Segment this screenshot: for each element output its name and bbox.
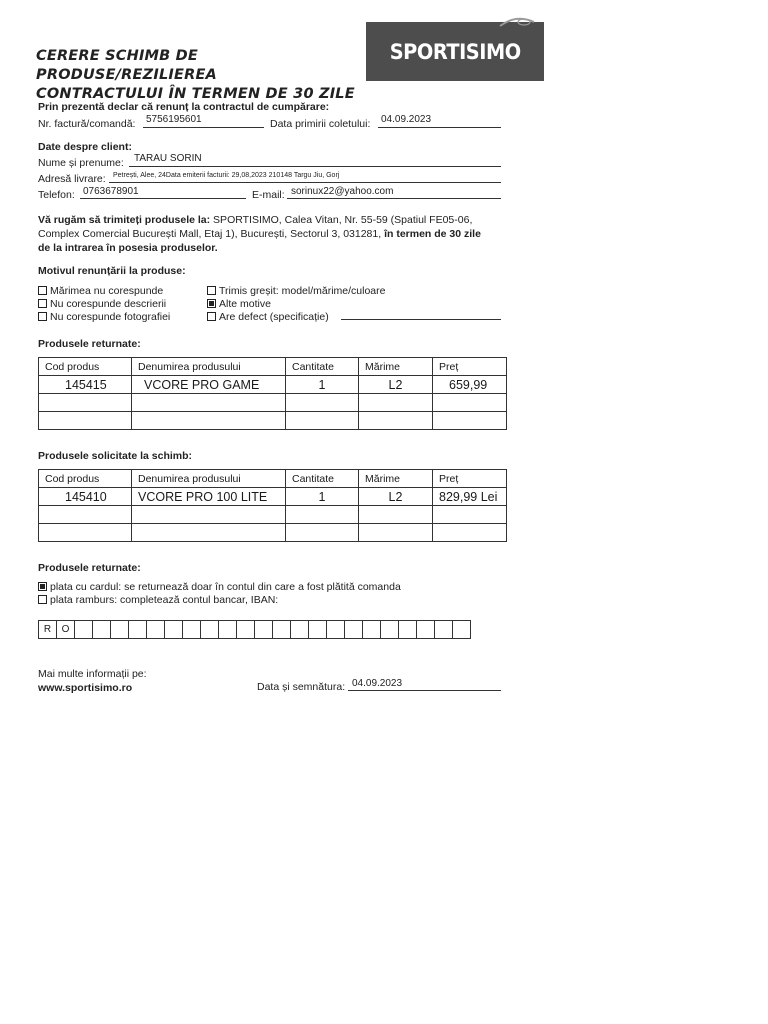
iban-cell[interactable] bbox=[309, 621, 327, 639]
iban-cell[interactable] bbox=[147, 621, 165, 639]
instructions-deadline-end: de la intrarea în posesia produselor. bbox=[38, 242, 218, 254]
column-header: Cantitate bbox=[286, 358, 359, 376]
phone-label: Telefon: bbox=[38, 189, 75, 201]
table-cell[interactable] bbox=[39, 524, 132, 542]
reason-other-label: Alte motive bbox=[219, 298, 271, 310]
table-cell[interactable]: 829,99 Lei bbox=[433, 488, 507, 506]
reason-wrong-label: Trimis greșit: model/mărime/culoare bbox=[219, 285, 386, 297]
iban-cell[interactable] bbox=[327, 621, 345, 639]
refund-cash-checkbox[interactable] bbox=[38, 595, 47, 604]
iban-cell[interactable] bbox=[183, 621, 201, 639]
iban-cell[interactable] bbox=[255, 621, 273, 639]
reason-size-checkbox[interactable] bbox=[38, 286, 47, 295]
table-row bbox=[39, 524, 507, 542]
table-header-row bbox=[39, 358, 507, 376]
title-line-2: CONTRACTULUI ÎN TERMEN DE 30 ZILE bbox=[36, 86, 355, 102]
refund-heading: Produsele returnate: bbox=[38, 562, 141, 574]
refund-cash-label: plata ramburs: completează contul bancar, IBAN: bbox=[50, 594, 279, 606]
returned-table bbox=[38, 357, 507, 430]
instructions-address-1: SPORTISIMO, Calea Vitan, Nr. 55-59 (Spatiul FE05-06, bbox=[210, 214, 473, 226]
column-header: Preț bbox=[433, 470, 507, 488]
address-label: Adresă livrare: bbox=[38, 173, 106, 185]
iban-cell[interactable] bbox=[93, 621, 111, 639]
signature-line bbox=[348, 690, 501, 691]
invoice-field[interactable]: 5756195601 bbox=[146, 114, 202, 125]
table-row bbox=[39, 412, 507, 430]
iban-cell[interactable]: O bbox=[57, 621, 75, 639]
reasons-col-1 bbox=[38, 285, 170, 324]
website-link[interactable]: www.sportisimo.ro bbox=[38, 682, 133, 694]
iban-cell[interactable] bbox=[219, 621, 237, 639]
address-field[interactable]: Petrești, Alee, 24Data emiterii facturii: 29,08,2023 210148 Targu Jiu, Gorj bbox=[113, 172, 340, 179]
table-cell[interactable] bbox=[39, 394, 132, 412]
table-cell[interactable] bbox=[359, 524, 433, 542]
table-cell[interactable] bbox=[39, 506, 132, 524]
iban-cell[interactable] bbox=[291, 621, 309, 639]
email-line bbox=[287, 198, 501, 199]
iban-cell[interactable]: R bbox=[39, 621, 57, 639]
column-header: Denumirea produsului bbox=[132, 358, 286, 376]
column-header: Mărime bbox=[359, 470, 433, 488]
receipt-date-line bbox=[378, 127, 501, 128]
table-cell[interactable] bbox=[286, 394, 359, 412]
table-cell[interactable] bbox=[359, 394, 433, 412]
table-cell[interactable]: 145410 bbox=[39, 488, 132, 506]
reason-wrong[interactable] bbox=[207, 285, 385, 298]
iban-cell[interactable] bbox=[453, 621, 471, 639]
table-cell[interactable] bbox=[286, 524, 359, 542]
table-cell[interactable]: VCORE PRO GAME bbox=[132, 376, 286, 394]
reason-description[interactable] bbox=[38, 298, 170, 311]
column-header: Preț bbox=[433, 358, 507, 376]
column-header: Cod produs bbox=[39, 358, 132, 376]
reason-photo-checkbox[interactable] bbox=[38, 312, 47, 321]
reason-size[interactable] bbox=[38, 285, 170, 298]
reason-description-checkbox[interactable] bbox=[38, 299, 47, 308]
table-cell[interactable] bbox=[433, 524, 507, 542]
iban-cell[interactable] bbox=[237, 621, 255, 639]
table-cell[interactable] bbox=[132, 412, 286, 430]
exchange-table bbox=[38, 469, 507, 542]
address-line bbox=[109, 182, 501, 183]
table-cell[interactable] bbox=[359, 506, 433, 524]
table-cell[interactable] bbox=[286, 412, 359, 430]
iban-cell[interactable] bbox=[273, 621, 291, 639]
column-header: Mărime bbox=[359, 358, 433, 376]
table-cell[interactable]: 1 bbox=[286, 488, 359, 506]
iban-cell[interactable] bbox=[345, 621, 363, 639]
receipt-date-label: Data primirii coletului: bbox=[270, 118, 371, 130]
table-cell[interactable]: 145415 bbox=[39, 376, 132, 394]
iban-cell[interactable] bbox=[381, 621, 399, 639]
defect-spec-line[interactable] bbox=[341, 319, 501, 320]
instructions-address-2: Complex Comercial București Mall, Etaj 1), București, Sectorul 3, 031281, bbox=[38, 228, 382, 240]
table-cell[interactable]: L2 bbox=[359, 488, 433, 506]
receipt-date-field[interactable]: 04.09.2023 bbox=[381, 114, 432, 125]
instructions-deadline: în termen de 30 zile bbox=[381, 228, 481, 240]
table-cell[interactable] bbox=[132, 394, 286, 412]
phone-field[interactable]: 0763678901 bbox=[83, 186, 139, 197]
reason-description-label: Nu corespunde descrierii bbox=[50, 298, 167, 310]
returned-heading: Produsele returnate: bbox=[38, 338, 141, 350]
invoice-line bbox=[143, 127, 264, 128]
invoice-label: Nr. factură/comandă: bbox=[38, 118, 136, 130]
table-header-row bbox=[39, 470, 507, 488]
column-header: Cantitate bbox=[286, 470, 359, 488]
name-label: Nume și prenume: bbox=[38, 157, 124, 169]
refund-card-checkbox[interactable] bbox=[38, 582, 47, 591]
iban-cell[interactable] bbox=[363, 621, 381, 639]
table-cell[interactable] bbox=[286, 506, 359, 524]
table-row bbox=[39, 506, 507, 524]
iban-cell[interactable] bbox=[129, 621, 147, 639]
name-field[interactable]: TARAU SORIN bbox=[134, 153, 202, 164]
iban-cell[interactable] bbox=[111, 621, 129, 639]
refund-cash-option[interactable] bbox=[38, 594, 401, 607]
signature-date-field[interactable]: 04.09.2023 bbox=[352, 678, 403, 689]
signature-label: Data și semnătura: bbox=[257, 681, 346, 693]
column-header: Cod produs bbox=[39, 470, 132, 488]
reason-photo-label: Nu corespunde fotografiei bbox=[50, 311, 171, 323]
table-cell[interactable]: VCORE PRO 100 LITE bbox=[132, 488, 286, 506]
table-cell[interactable]: 659,99 bbox=[433, 376, 507, 394]
phone-line bbox=[80, 198, 246, 199]
reason-defect-label: Are defect (specificație) bbox=[219, 311, 329, 323]
table-cell[interactable]: 1 bbox=[286, 376, 359, 394]
table-row bbox=[39, 394, 507, 412]
iban-cell[interactable] bbox=[165, 621, 183, 639]
table-cell[interactable] bbox=[433, 412, 507, 430]
iban-cell[interactable] bbox=[201, 621, 219, 639]
iban-cell[interactable] bbox=[399, 621, 417, 639]
reason-size-label: Mărimea nu corespunde bbox=[50, 285, 164, 297]
table-row bbox=[39, 488, 507, 506]
exchange-heading: Produsele solicitate la schimb: bbox=[38, 450, 193, 462]
name-line bbox=[129, 166, 501, 167]
reason-wrong-checkbox[interactable] bbox=[207, 286, 216, 295]
table-row bbox=[39, 376, 507, 394]
title-line-1: CERERE SCHIMB DE PRODUSE/REZILIEREA bbox=[36, 48, 217, 83]
iban-cell[interactable] bbox=[417, 621, 435, 639]
column-header: Denumirea produsului bbox=[132, 470, 286, 488]
table-cell[interactable] bbox=[433, 506, 507, 524]
declaration-heading: Prin prezentă declar că renunț la contractul de cumpărare: bbox=[38, 101, 330, 113]
email-field[interactable]: sorinux22@yahoo.com bbox=[291, 186, 394, 197]
instructions-lead: Vă rugăm să trimiteți produsele la: bbox=[38, 214, 211, 226]
table-cell[interactable]: L2 bbox=[359, 376, 433, 394]
reason-defect[interactable] bbox=[207, 311, 385, 324]
more-info-label: Mai multe informații pe: bbox=[38, 668, 147, 680]
reasons-heading: Motivul renunțării la produse: bbox=[38, 265, 186, 277]
logo-swoosh-icon bbox=[498, 16, 536, 30]
refund-card-option[interactable] bbox=[38, 581, 401, 594]
table-cell[interactable] bbox=[433, 394, 507, 412]
refund-options bbox=[38, 581, 401, 607]
table-cell[interactable] bbox=[359, 412, 433, 430]
iban-cell[interactable] bbox=[435, 621, 453, 639]
form-title bbox=[36, 47, 366, 104]
logo-text: SPORTISIMO bbox=[389, 39, 521, 64]
email-label: E-mail: bbox=[252, 189, 285, 201]
reason-other-checkbox[interactable] bbox=[207, 299, 216, 308]
reason-other[interactable] bbox=[207, 298, 385, 311]
reason-defect-checkbox[interactable] bbox=[207, 312, 216, 321]
client-heading: Date despre client: bbox=[38, 141, 132, 153]
iban-cell[interactable] bbox=[75, 621, 93, 639]
sportisimo-logo bbox=[366, 22, 544, 81]
iban-grid[interactable] bbox=[38, 620, 471, 639]
table-cell[interactable] bbox=[39, 412, 132, 430]
refund-card-label: plata cu cardul: se returnează doar în contul din care a fost plătită comanda bbox=[50, 581, 401, 593]
reason-photo[interactable] bbox=[38, 311, 170, 324]
table-cell[interactable] bbox=[132, 524, 286, 542]
return-instructions bbox=[38, 213, 508, 255]
table-cell[interactable] bbox=[132, 506, 286, 524]
